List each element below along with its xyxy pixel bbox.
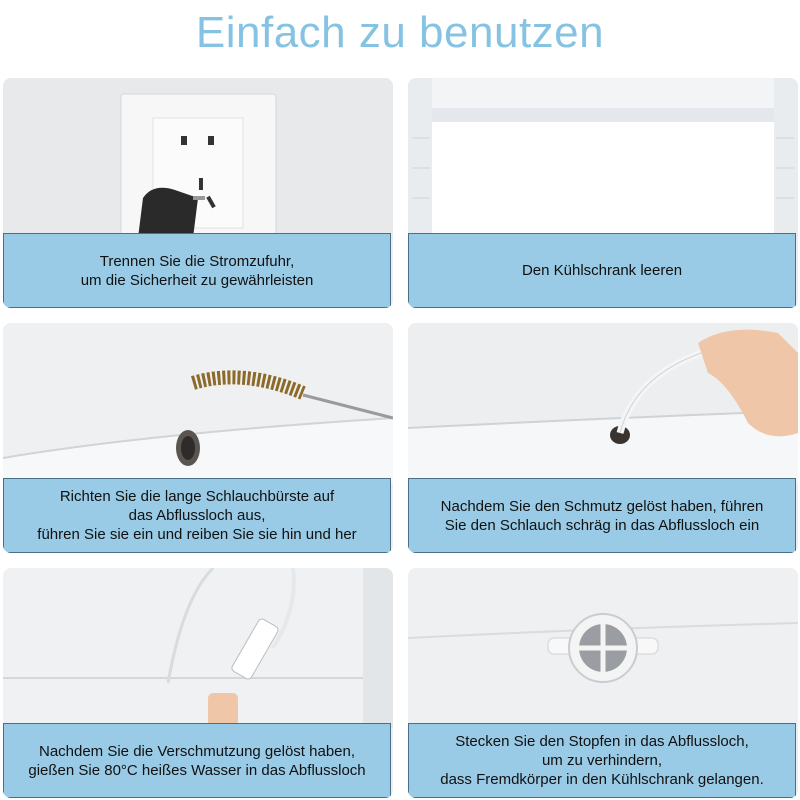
- step-caption-5: [3, 723, 391, 798]
- power-socket-icon: [3, 78, 393, 238]
- caption-line: Stecken Sie den Stopfen in das Abflussloch,: [455, 733, 749, 750]
- step-caption-4: [408, 478, 796, 553]
- step-caption-3: [3, 478, 391, 553]
- caption-line: um die Sicherheit zu gewährleisten: [80, 271, 314, 289]
- step-panel-1: [3, 78, 393, 308]
- step-panel-4: [408, 323, 798, 553]
- step-panel-5: [3, 568, 393, 798]
- step-panel-6: [408, 568, 798, 798]
- step-caption-6: [408, 723, 796, 798]
- page-title: Einfach zu benutzen: [195, 8, 605, 57]
- caption-line: Trennen Sie die Stromzufuhr,: [99, 252, 295, 270]
- caption-line: das Abflussloch aus,: [128, 507, 266, 524]
- syringe-icon: [3, 568, 393, 728]
- caption-line: Nachdem Sie die Verschmutzung gelöst haben,: [38, 742, 356, 760]
- caption-line: dass Fremdkörper in den Kühlschrank gelangen.: [440, 771, 764, 788]
- drain-stopper-icon: [408, 568, 798, 728]
- step-panel-2: [408, 78, 798, 308]
- step-caption-2: [408, 233, 796, 308]
- caption-line: führen Sie sie ein und reiben Sie sie hin und her: [37, 526, 357, 543]
- caption-line: um zu verhindern,: [541, 752, 663, 769]
- caption-line: Sie den Schlauch schräg in das Abflussloch ein: [444, 516, 760, 534]
- drain-brush-icon: [3, 323, 393, 483]
- caption-line: gießen Sie 80°C heißes Wasser in das Abflussloch: [28, 761, 366, 779]
- caption-line: Nachdem Sie den Schmutz gelöst haben, führen: [440, 497, 764, 515]
- drain-hose-icon: [408, 323, 798, 483]
- empty-fridge-icon: [408, 78, 798, 238]
- step-caption-1: [3, 233, 391, 308]
- caption-line: Richten Sie die lange Schlauchbürste auf: [59, 488, 335, 505]
- step-panel-3: [3, 323, 393, 553]
- caption-line: Den Kühlschrank leeren: [521, 262, 683, 279]
